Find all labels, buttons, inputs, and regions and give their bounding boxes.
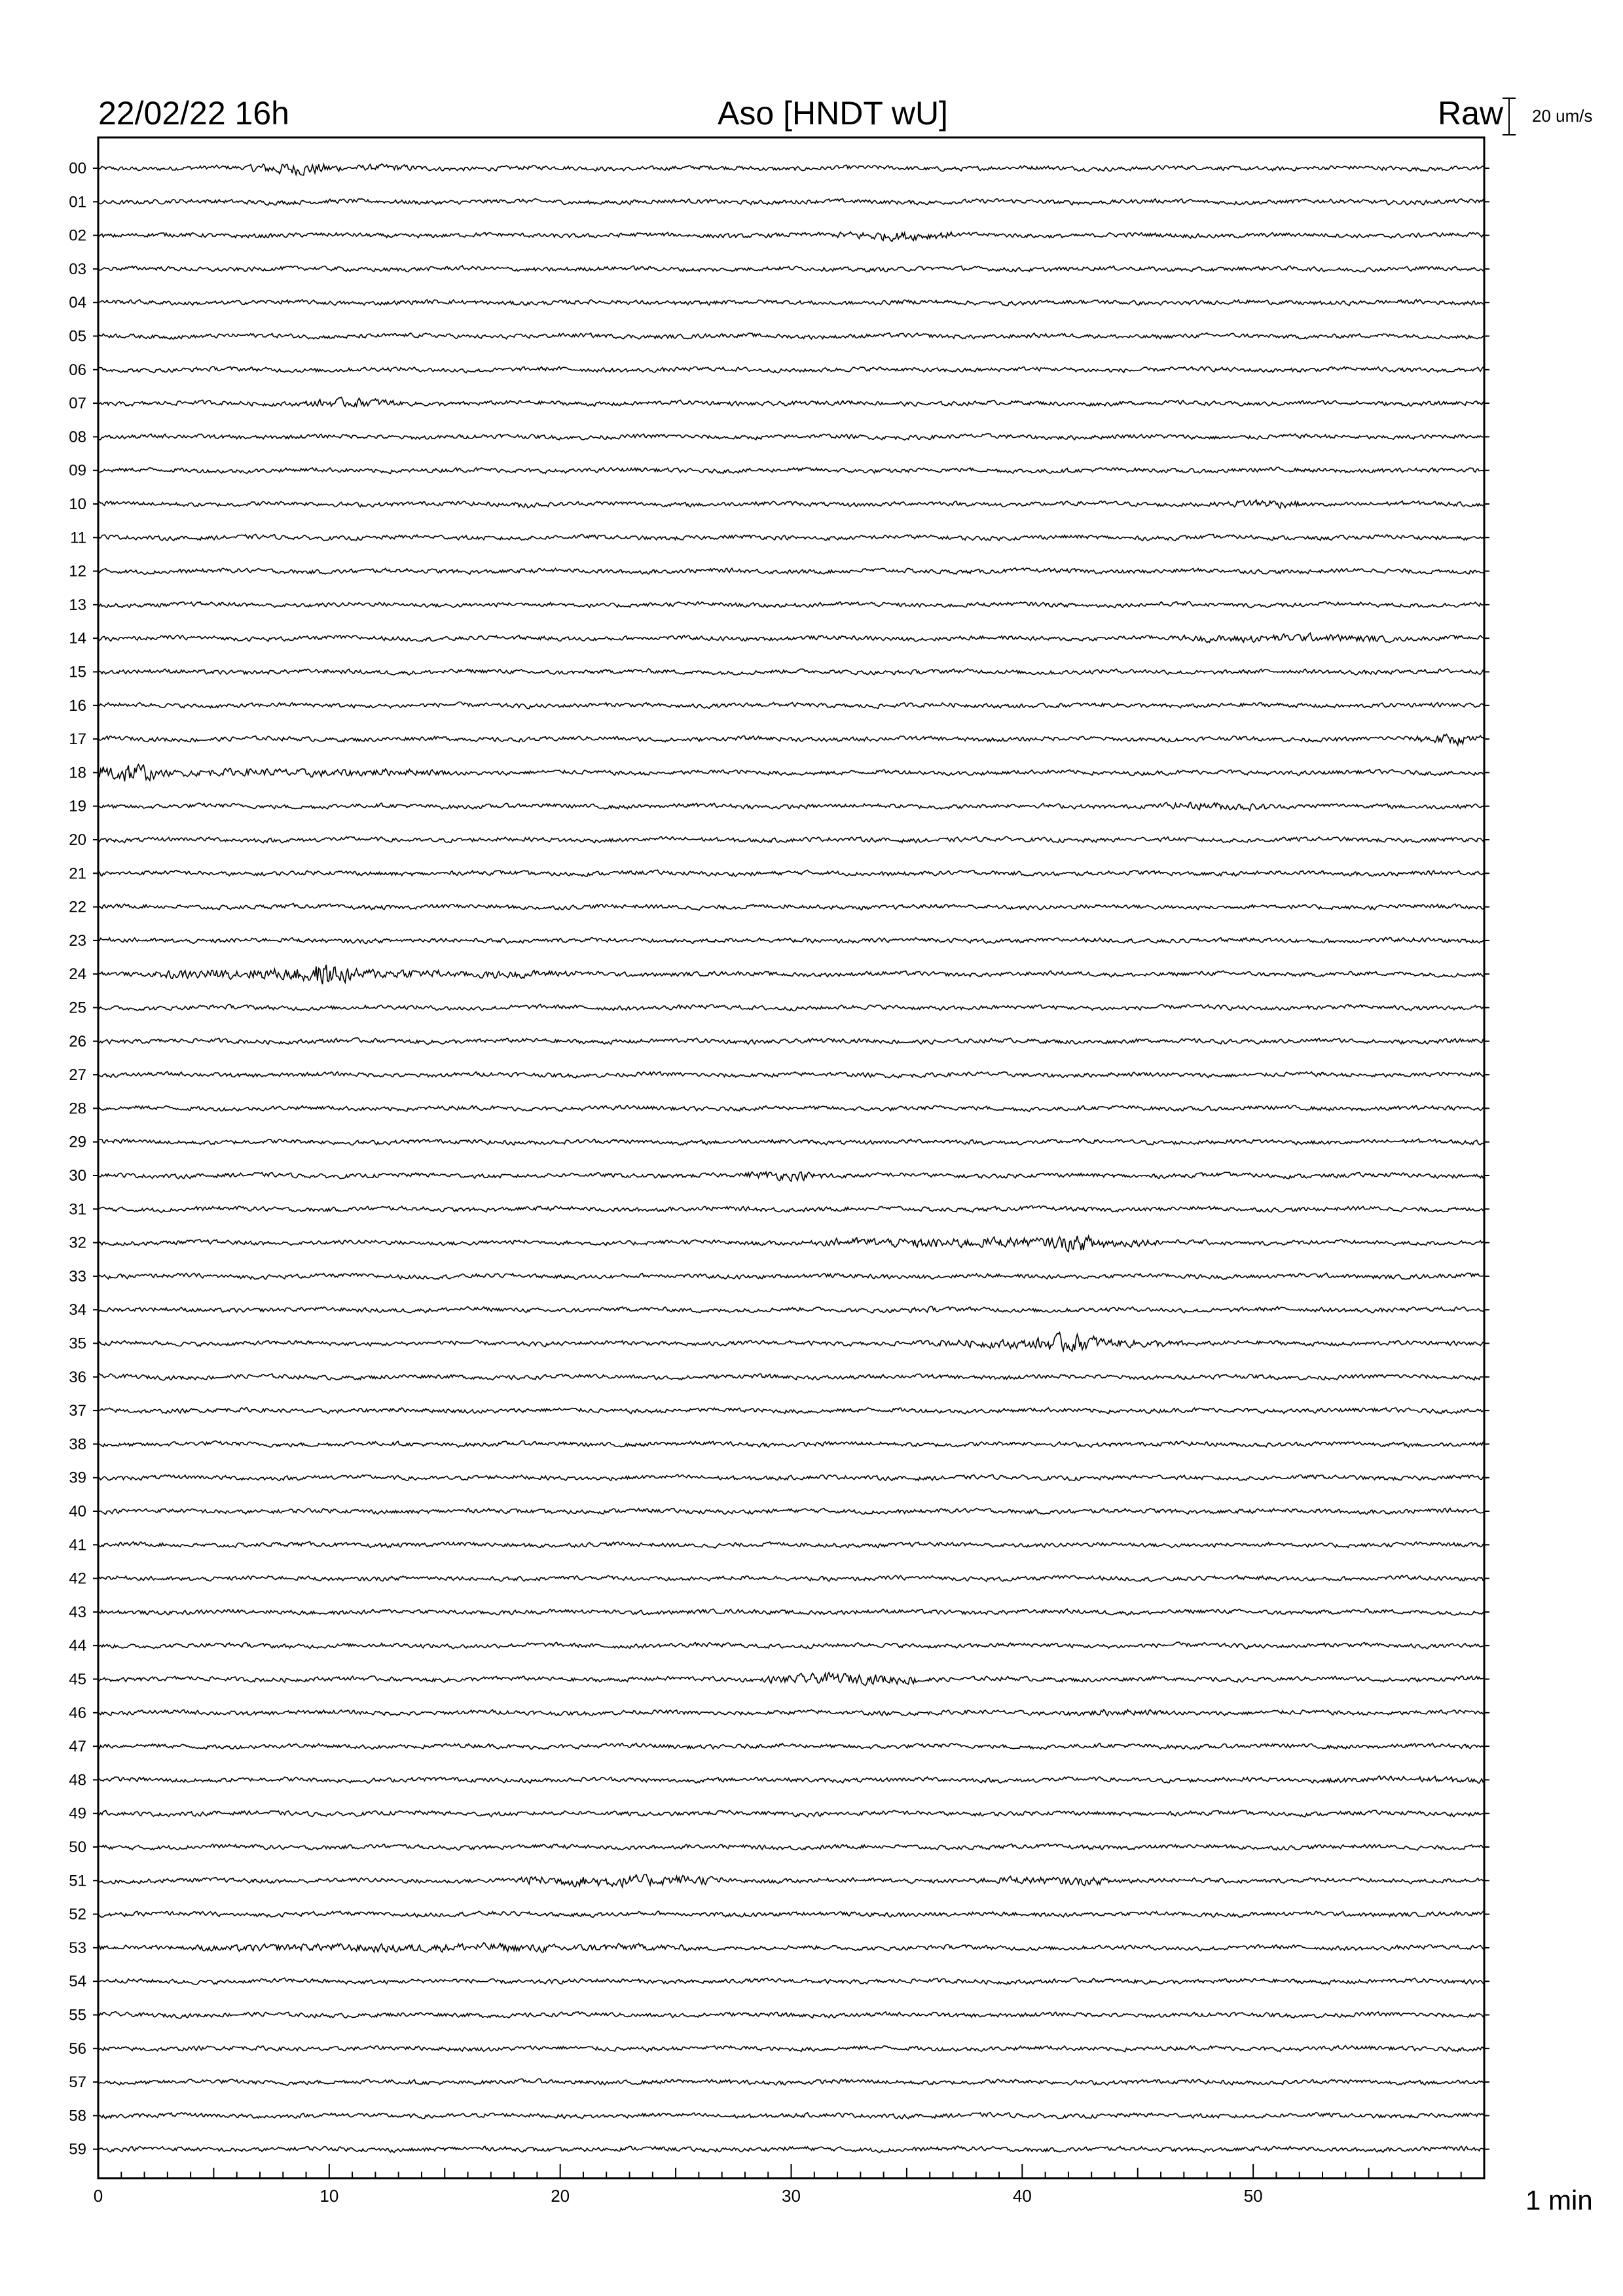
seismic-trace [98,633,1484,643]
seismic-trace [98,300,1484,306]
trace-hour-label: 36 [69,1368,86,1386]
seismic-trace [98,702,1484,709]
trace-hour-label: 33 [69,1267,86,1285]
trace-hour-label: 10 [69,495,86,513]
trace-hour-label: 06 [69,361,86,379]
trace-hour-label: 17 [69,730,86,749]
trace-hour-label: 30 [69,1167,86,1185]
x-tick-label: 20 [551,2186,570,2206]
trace-hour-label: 57 [69,2073,86,2092]
station-title: Aso [HNDT wU] [718,95,948,132]
seismic-trace [98,2146,1484,2153]
seismic-trace [98,734,1484,745]
trace-hour-label: 48 [69,1771,86,1789]
seismic-trace [98,1874,1484,1887]
seismic-trace [98,1672,1484,1685]
trace-hour-label: 12 [69,562,86,581]
seismic-trace [98,836,1484,843]
trace-hour-label: 40 [69,1503,86,1520]
seismic-trace [98,1978,1484,1984]
seismic-trace [98,1306,1484,1313]
seismic-trace [98,1776,1484,1783]
seismic-trace [98,433,1484,440]
seismic-trace [98,1408,1484,1414]
seismic-trace [98,1038,1484,1045]
trace-hour-label: 47 [69,1738,86,1756]
trace-hour-label: 20 [69,831,86,849]
seismic-trace [98,568,1484,575]
trace-hour-label: 41 [69,1536,86,1554]
seismic-trace [98,500,1484,509]
x-tick-label: 10 [319,2186,339,2206]
trace-hour-label: 51 [69,1872,86,1890]
seismic-trace [98,1575,1484,1581]
trace-hour-label: 23 [69,931,86,950]
x-tick-label: 30 [782,2186,801,2206]
trace-hour-label: 25 [69,999,86,1017]
mode-label: Raw [1437,95,1503,132]
trace-hour-label: 59 [69,2140,86,2159]
trace-hour-label: 44 [69,1637,86,1655]
seismic-trace [98,2046,1484,2052]
trace-hour-label: 14 [69,630,86,648]
seismic-trace [98,232,1484,242]
seismic-trace [98,2113,1484,2119]
seismic-trace [98,1508,1484,1514]
trace-hour-label: 07 [69,395,86,413]
seismic-trace [98,764,1484,781]
trace-hour-label: 08 [69,428,86,446]
seismic-trace [98,1206,1484,1212]
seismic-trace [98,367,1484,373]
seismic-trace [98,601,1484,608]
trace-hour-label: 15 [69,663,86,681]
trace-hour-label: 35 [69,1335,86,1353]
seismic-trace [98,1844,1484,1850]
trace-hour-label: 34 [69,1301,86,1319]
trace-hour-label: 52 [69,1905,86,1924]
seismic-trace [98,1441,1484,1447]
trace-group [98,164,1484,2153]
trace-hour-label: 50 [69,1839,86,1856]
trace-hour-label: 11 [70,529,86,547]
amplitude-scale-label: 20 um/s [1532,106,1593,126]
seismic-trace [98,802,1484,811]
trace-hour-label: 42 [69,1570,86,1588]
seismic-trace [98,266,1484,272]
seismic-trace [98,903,1484,910]
trace-hour-label: 58 [69,2107,86,2125]
trace-hour-label: 46 [69,1704,86,1722]
trace-hour-label: 56 [69,2039,86,2058]
trace-hour-label: 32 [69,1234,86,1252]
trace-hour-label: 04 [69,294,86,312]
seismic-trace [98,937,1484,943]
trace-hour-label: 21 [69,865,86,883]
trace-hour-label: 05 [69,327,86,346]
seismic-trace [98,1273,1484,1280]
trace-hour-label: 49 [69,1804,86,1823]
plot-frame [98,137,1484,2178]
seismic-trace [98,1810,1484,1817]
trace-hour-label: 37 [69,1402,86,1420]
trace-hour-label: 24 [69,965,86,984]
seismic-trace [98,2079,1484,2085]
trace-hour-label: 02 [69,226,86,245]
seismic-trace [98,870,1484,876]
seismic-trace [98,965,1484,984]
seismic-trace [98,199,1484,206]
seismic-trace [98,1943,1484,1952]
seismic-trace [98,467,1484,474]
trace-hour-label: 53 [69,1939,86,1957]
trace-hour-label: 43 [69,1603,86,1621]
seismic-trace [98,1374,1484,1380]
trace-hour-label: 31 [69,1200,86,1219]
seismic-trace [98,1911,1484,1917]
seismic-trace [98,1236,1484,1251]
seismic-trace [98,1541,1484,1548]
label-group [69,160,1262,2206]
seismic-trace [98,1710,1484,1715]
date-hour-label: 22/02/22 16h [98,95,289,132]
seismic-trace [98,333,1484,340]
seismic-trace [98,1743,1484,1749]
seismic-trace [98,1172,1484,1181]
seismic-trace [98,1004,1484,1011]
trace-hour-label: 22 [69,898,86,916]
seismic-trace [98,1475,1484,1481]
trace-hour-label: 16 [69,696,86,715]
trace-hour-label: 19 [69,797,86,816]
trace-hour-label: 03 [69,260,86,278]
x-axis-unit-label: 1 min [1525,2185,1593,2215]
seismic-trace [98,397,1484,407]
trace-hour-label: 28 [69,1100,86,1118]
trace-hour-label: 00 [69,160,86,177]
seismic-trace [98,1333,1484,1352]
seismic-trace [98,2012,1484,2018]
trace-hour-label: 27 [69,1066,86,1085]
trace-hour-label: 54 [69,1973,86,1991]
trace-hour-label: 38 [69,1435,86,1454]
trace-hour-label: 55 [69,2006,86,2024]
trace-hour-label: 45 [69,1670,86,1689]
trace-hour-label: 26 [69,1032,86,1050]
seismic-trace [98,534,1484,541]
seismic-trace [98,1609,1484,1615]
trace-hour-label: 29 [69,1133,86,1151]
seismic-trace [98,1139,1484,1145]
trace-hour-label: 01 [69,193,86,211]
seismic-trace [98,669,1484,675]
trace-hour-label: 39 [69,1469,86,1487]
trace-hour-label: 18 [69,764,86,782]
x-tick-label: 0 [93,2186,103,2206]
seismic-trace [98,1642,1484,1649]
seismic-trace [98,1071,1484,1078]
trace-hour-label: 13 [69,596,86,614]
x-tick-label: 40 [1012,2186,1032,2206]
x-tick-label: 50 [1243,2186,1263,2206]
trace-hour-label: 09 [69,461,86,480]
seismic-trace [98,1105,1484,1112]
seismic-trace [98,164,1484,175]
